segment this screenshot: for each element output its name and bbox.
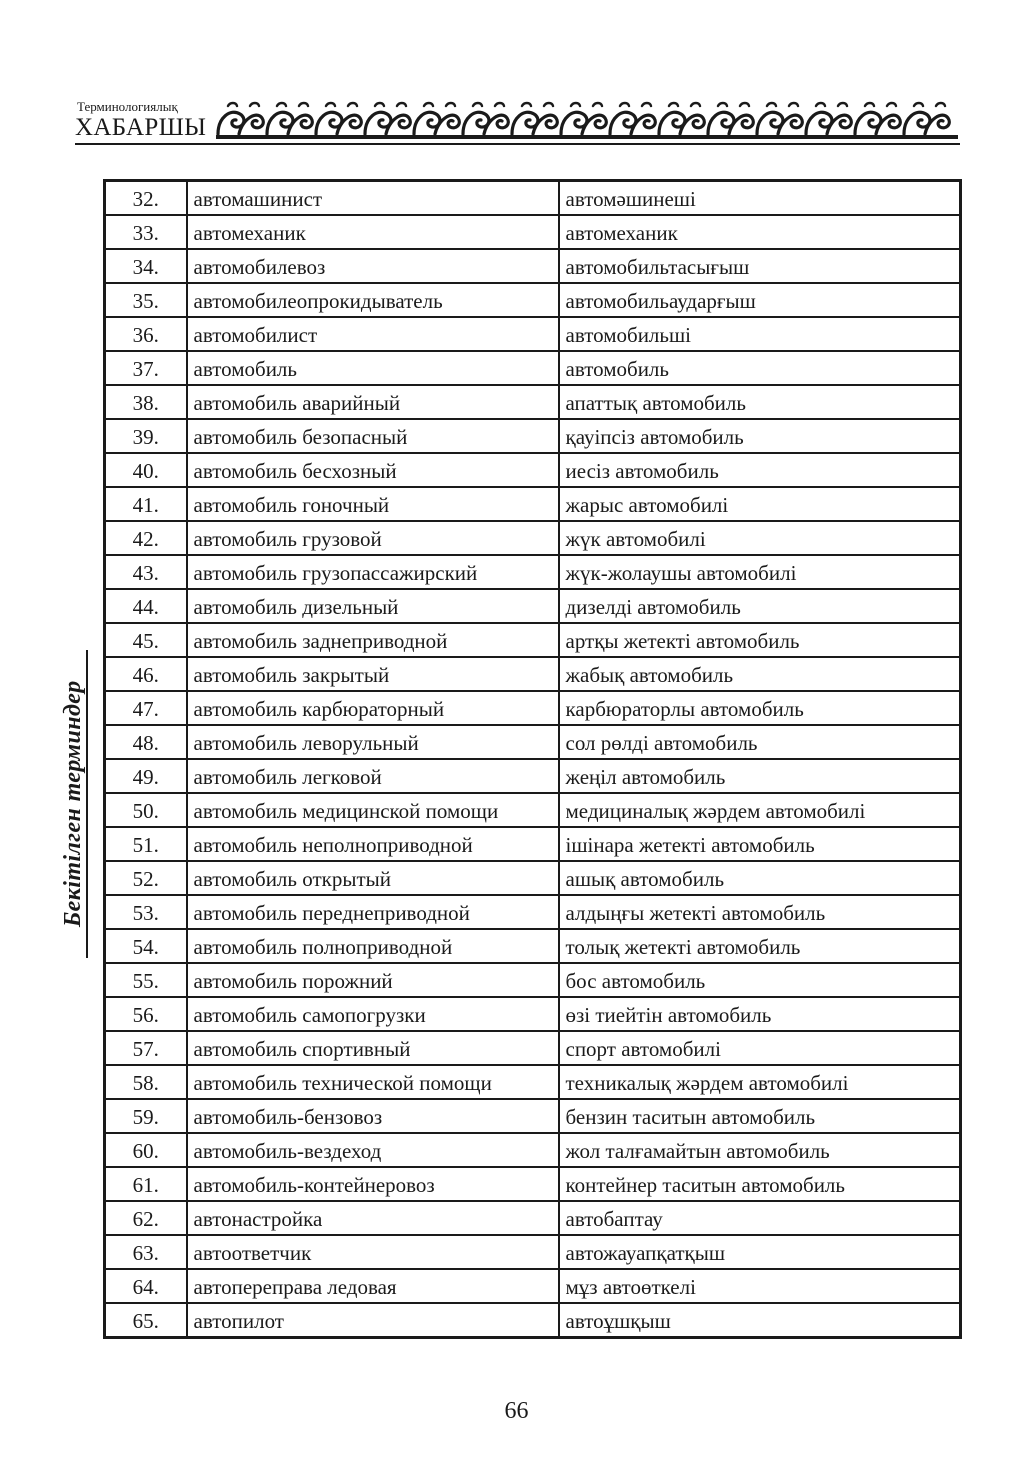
term-kazakh: жол талғамайтын автомобиль (559, 1133, 961, 1167)
term-russian: автомобилевоз (187, 249, 559, 283)
row-number: 59. (105, 1099, 187, 1133)
table-row (105, 1133, 961, 1167)
row-number: 50. (105, 793, 187, 827)
row-number: 42. (105, 521, 187, 555)
table-row (105, 453, 961, 487)
term-kazakh: автомобильші (559, 317, 961, 351)
table-row (105, 623, 961, 657)
table-row (105, 521, 961, 555)
row-number: 65. (105, 1303, 187, 1338)
table-row (105, 1065, 961, 1099)
term-russian: автомобиль-бензовоз (187, 1099, 559, 1133)
term-kazakh: автобаптау (559, 1201, 961, 1235)
row-number: 48. (105, 725, 187, 759)
table-row (105, 759, 961, 793)
term-russian: автомобиль грузовой (187, 521, 559, 555)
page-number: 66 (504, 1398, 529, 1424)
term-russian: автопилот (187, 1303, 559, 1338)
table-row (105, 725, 961, 759)
term-kazakh: толық жетекті автомобиль (559, 929, 961, 963)
term-kazakh: апаттық автомобиль (559, 385, 961, 419)
row-number: 32. (105, 181, 187, 216)
term-kazakh: контейнер таситын автомобиль (559, 1167, 961, 1201)
term-kazakh: сол рөлді автомобиль (559, 725, 961, 759)
table-row (105, 215, 961, 249)
table-row (105, 283, 961, 317)
row-number: 49. (105, 759, 187, 793)
row-number: 35. (105, 283, 187, 317)
term-kazakh: автомобиль (559, 351, 961, 385)
row-number: 44. (105, 589, 187, 623)
term-russian: автомобиль технической помощи (187, 1065, 559, 1099)
table-row (105, 1269, 961, 1303)
row-number: 47. (105, 691, 187, 725)
term-russian: автомобилист (187, 317, 559, 351)
term-kazakh: жүк-жолаушы автомобилі (559, 555, 961, 589)
row-number: 53. (105, 895, 187, 929)
term-russian: автомашинист (187, 181, 559, 216)
term-kazakh: алдыңғы жетекті автомобиль (559, 895, 961, 929)
term-kazakh: жүк автомобилі (559, 521, 961, 555)
term-kazakh: өзі тиейтін автомобиль (559, 997, 961, 1031)
table-row (105, 555, 961, 589)
term-russian: автомобиль переднеприводной (187, 895, 559, 929)
term-russian: автомобиль заднеприводной (187, 623, 559, 657)
term-russian: автомобиль бесхозный (187, 453, 559, 487)
table-row (105, 589, 961, 623)
row-number: 33. (105, 215, 187, 249)
term-kazakh: автомәшинеші (559, 181, 961, 216)
row-number: 55. (105, 963, 187, 997)
row-number: 63. (105, 1235, 187, 1269)
journal-title: ХАБАРШЫ (75, 114, 207, 141)
term-kazakh: жарыс автомобилі (559, 487, 961, 521)
term-kazakh: артқы жетекті автомобиль (559, 623, 961, 657)
term-russian: автомобиль-контейнеровоз (187, 1167, 559, 1201)
row-number: 64. (105, 1269, 187, 1303)
term-kazakh: жабық автомобиль (559, 657, 961, 691)
term-russian: автомобиль аварийный (187, 385, 559, 419)
row-number: 62. (105, 1201, 187, 1235)
row-number: 58. (105, 1065, 187, 1099)
term-kazakh: бензин таситын автомобиль (559, 1099, 961, 1133)
row-number: 60. (105, 1133, 187, 1167)
term-kazakh: автомобильаударғыш (559, 283, 961, 317)
row-number: 45. (105, 623, 187, 657)
row-number: 61. (105, 1167, 187, 1201)
term-russian: автоответчик (187, 1235, 559, 1269)
term-kazakh: қауіпсіз автомобиль (559, 419, 961, 453)
row-number: 34. (105, 249, 187, 283)
row-number: 40. (105, 453, 187, 487)
table-row (105, 351, 961, 385)
journal-title-small: Терминологиялық (77, 99, 178, 114)
table-row (105, 419, 961, 453)
row-number: 54. (105, 929, 187, 963)
term-kazakh: ішінара жетекті автомобиль (559, 827, 961, 861)
term-kazakh: автомобильтасығыш (559, 249, 961, 283)
row-number: 57. (105, 1031, 187, 1065)
page-header (75, 98, 960, 146)
table-row (105, 249, 961, 283)
term-russian: автомобиль полноприводной (187, 929, 559, 963)
table-row (105, 691, 961, 725)
table-row (105, 385, 961, 419)
term-russian: автомобиль порожний (187, 963, 559, 997)
table-row (105, 657, 961, 691)
row-number: 46. (105, 657, 187, 691)
term-russian: автомобиль неполноприводной (187, 827, 559, 861)
term-kazakh: ашық автомобиль (559, 861, 961, 895)
term-russian: автомобиль спортивный (187, 1031, 559, 1065)
term-russian: автомобиль дизельный (187, 589, 559, 623)
table-row (105, 861, 961, 895)
term-kazakh: медициналық жәрдем автомобилі (559, 793, 961, 827)
row-number: 43. (105, 555, 187, 589)
header-rule (75, 143, 960, 145)
term-kazakh: жеңіл автомобиль (559, 759, 961, 793)
side-rule (86, 650, 88, 958)
term-russian: автомобиль медицинской помощи (187, 793, 559, 827)
table-row (105, 181, 961, 216)
terms-table (103, 179, 962, 1339)
term-russian: автомобиль леворульный (187, 725, 559, 759)
term-russian: автонастройка (187, 1201, 559, 1235)
table-row (105, 793, 961, 827)
term-kazakh: спорт автомобилі (559, 1031, 961, 1065)
side-label-text: Бекітілген терминдер (60, 680, 86, 928)
term-kazakh: автожауапқатқыш (559, 1235, 961, 1269)
term-russian: автомобиль легковой (187, 759, 559, 793)
table-row (105, 1099, 961, 1133)
term-russian: автомобиль-вездеход (187, 1133, 559, 1167)
term-kazakh: автоұшқыш (559, 1303, 961, 1338)
term-russian: автомобиль грузопассажирский (187, 555, 559, 589)
term-kazakh: иесіз автомобиль (559, 453, 961, 487)
row-number: 39. (105, 419, 187, 453)
ornament-border-icon (216, 100, 958, 140)
table-row (105, 1167, 961, 1201)
table-row (105, 1031, 961, 1065)
table-row (105, 827, 961, 861)
table-row (105, 487, 961, 521)
row-number: 56. (105, 997, 187, 1031)
term-kazakh: автомеханик (559, 215, 961, 249)
term-russian: автомобиль карбюраторный (187, 691, 559, 725)
row-number: 41. (105, 487, 187, 521)
term-russian: автомобиль самопогрузки (187, 997, 559, 1031)
table-row (105, 317, 961, 351)
term-russian: автомобилеопрокидыватель (187, 283, 559, 317)
table-row (105, 963, 961, 997)
term-kazakh: бос автомобиль (559, 963, 961, 997)
row-number: 37. (105, 351, 187, 385)
term-kazakh: техникалық жәрдем автомобилі (559, 1065, 961, 1099)
row-number: 36. (105, 317, 187, 351)
term-kazakh: мұз автоөткелі (559, 1269, 961, 1303)
table-row (105, 895, 961, 929)
row-number: 38. (105, 385, 187, 419)
table-row (105, 1235, 961, 1269)
term-russian: автопереправа ледовая (187, 1269, 559, 1303)
term-russian: автомобиль безопасный (187, 419, 559, 453)
term-russian: автомобиль (187, 351, 559, 385)
table-row (105, 1201, 961, 1235)
term-russian: автомобиль закрытый (187, 657, 559, 691)
table-row (105, 1303, 961, 1338)
term-russian: автомобиль открытый (187, 861, 559, 895)
term-kazakh: дизелді автомобиль (559, 589, 961, 623)
table-row (105, 929, 961, 963)
term-kazakh: карбюраторлы автомобиль (559, 691, 961, 725)
row-number: 52. (105, 861, 187, 895)
table-row (105, 997, 961, 1031)
term-russian: автомобиль гоночный (187, 487, 559, 521)
row-number: 51. (105, 827, 187, 861)
term-russian: автомеханик (187, 215, 559, 249)
side-section-label (56, 650, 92, 958)
